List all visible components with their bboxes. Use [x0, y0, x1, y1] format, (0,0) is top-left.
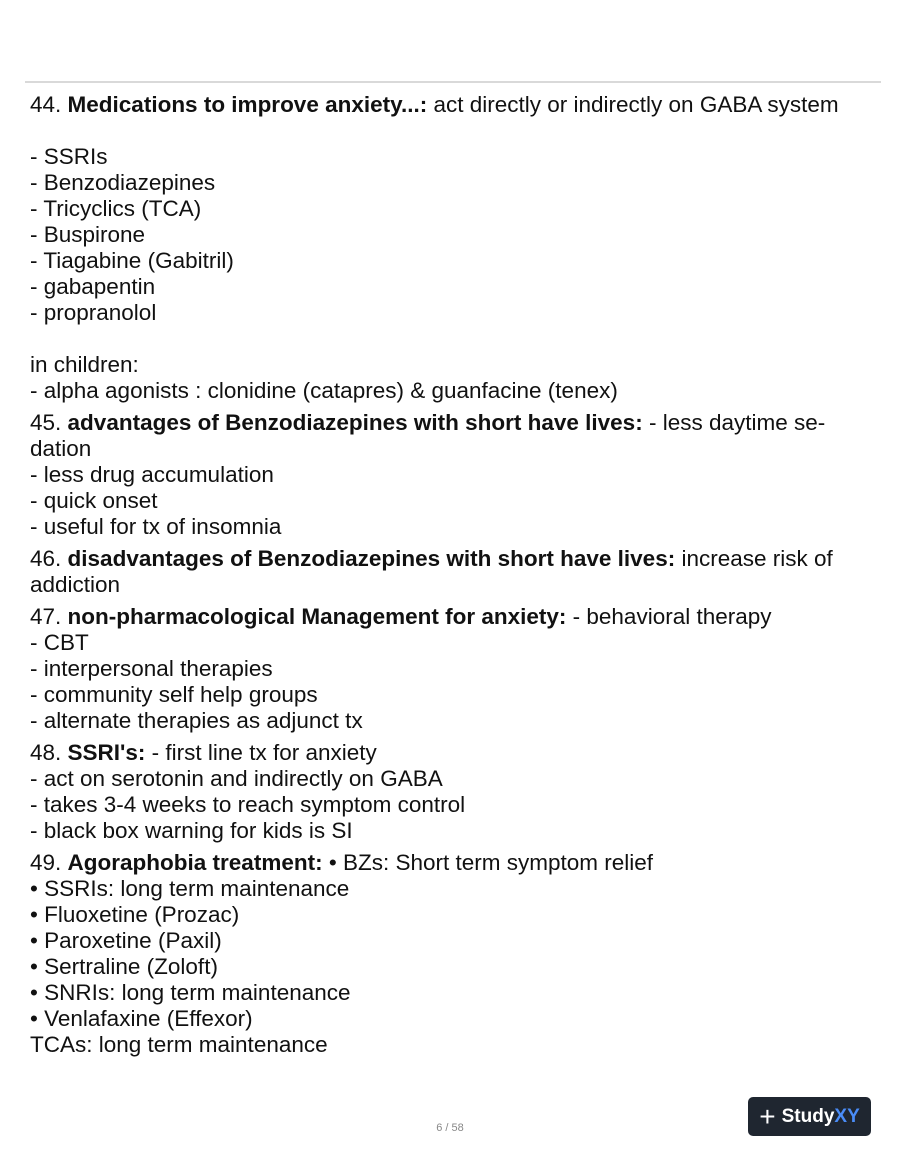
entry-line: - gabapentin	[30, 274, 156, 299]
entry-line: - Benzodiazepines	[30, 170, 216, 195]
entry-line: - Tiagabine (Gabitril)	[30, 248, 234, 273]
entry-line: - less drug accumulation	[30, 462, 274, 487]
entry-line: - Buspirone	[30, 222, 146, 247]
entry-line: • Sertraline (Zoloft)	[30, 954, 218, 979]
entry-line: - CBT	[30, 630, 89, 655]
entry-line: - SSRIs	[30, 144, 108, 169]
entry-line: - takes 3-4 weeks to reach symptom control	[30, 792, 466, 817]
entry-heading	[30, 850, 870, 876]
studyxy-logo[interactable]	[748, 1097, 871, 1136]
entry-line: - Tricyclics (TCA)	[30, 196, 202, 221]
flashcard-entry	[30, 546, 870, 598]
entry-number: 46.	[30, 546, 62, 571]
entry-line: in children:	[30, 352, 139, 377]
entry-line: • SNRIs: long term maintenance	[30, 980, 351, 1005]
entry-line: TCAs: long term maintenance	[30, 1032, 328, 1057]
entry-definition-text: - first line tx for anxiety	[145, 740, 377, 765]
flashcard-entry	[30, 604, 870, 734]
entry-line: dation	[30, 436, 92, 461]
entry-term: disadvantages of Benzodiazepines with short have lives:	[67, 546, 676, 571]
flashcard-list	[30, 92, 870, 1064]
entry-line: - propranolol	[30, 300, 157, 325]
entry-term: Agoraphobia treatment:	[67, 850, 323, 875]
entry-term: Medications to improve anxiety...:	[67, 92, 428, 117]
entry-line: - useful for tx of insomnia	[30, 514, 282, 539]
entry-number: 47.	[30, 604, 62, 629]
entry-term: SSRI's:	[67, 740, 146, 765]
entry-heading	[30, 92, 870, 118]
entry-heading	[30, 410, 870, 436]
entry-line: • Venlafaxine (Effexor)	[30, 1006, 253, 1031]
logo-text: Study	[781, 1105, 835, 1127]
entry-line: - alpha agonists : clonidine (catapres) & guanfacine (tenex)	[30, 378, 618, 403]
entry-term: advantages of Benzodiazepines with short have lives:	[67, 410, 643, 435]
entry-definition-text: - behavioral therapy	[566, 604, 772, 629]
entry-definition-text: • BZs: Short term symptom relief	[322, 850, 654, 875]
entry-heading	[30, 546, 870, 572]
flashcard-entry	[30, 92, 870, 404]
entry-line: - interpersonal therapies	[30, 656, 273, 681]
entry-line: • Paroxetine (Paxil)	[30, 928, 222, 953]
entry-line: • Fluoxetine (Prozac)	[30, 902, 240, 927]
entry-heading	[30, 740, 870, 766]
entry-definition-text: increase risk of	[675, 546, 833, 571]
entry-line: - act on serotonin and indirectly on GABA	[30, 766, 443, 791]
blank-line	[30, 118, 870, 144]
entry-definition-text: act directly or indirectly on GABA system	[427, 92, 839, 117]
flashcard-entry	[30, 740, 870, 844]
logo-text-accent: XY	[834, 1105, 860, 1127]
entry-line: - quick onset	[30, 488, 158, 513]
entry-heading	[30, 604, 870, 630]
blank-line	[30, 326, 870, 352]
entry-number: 48.	[30, 740, 62, 765]
entry-line: • SSRIs: long term maintenance	[30, 876, 350, 901]
entry-line: - alternate therapies as adjunct tx	[30, 708, 363, 733]
page-number: 6 / 58	[436, 1122, 464, 1134]
entry-line: addiction	[30, 572, 121, 597]
entry-number: 49.	[30, 850, 62, 875]
entry-number: 44.	[30, 92, 62, 117]
entry-number: 45.	[30, 410, 62, 435]
header-divider	[25, 81, 881, 83]
flashcard-entry	[30, 410, 870, 540]
entry-term: non-pharmacological Management for anxiety:	[67, 604, 567, 629]
entry-line: - black box warning for kids is SI	[30, 818, 353, 843]
flashcard-entry	[30, 850, 870, 1058]
plus-icon: +	[759, 1100, 776, 1132]
entry-line: - community self help groups	[30, 682, 318, 707]
entry-definition-text: - less daytime se-	[642, 410, 826, 435]
